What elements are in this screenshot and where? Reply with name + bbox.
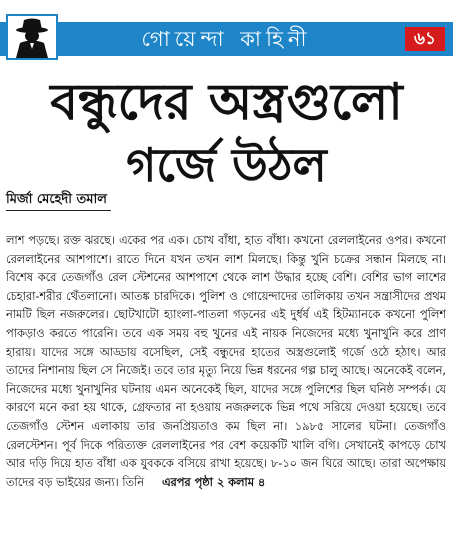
author-byline: মির্জা মেহেদী তমাল bbox=[6, 190, 111, 211]
article-body bbox=[6, 232, 446, 548]
detective-silhouette-icon bbox=[6, 14, 58, 60]
article-text: লাশ পড়ছে। রক্ত ঝরছে। একের পর এক। চোখ বাঁধা, হাত বাঁধা। কখনো রেললাইনের ওপর। কখনো রেললাইনের আশপাশে। রাতে দিনে যখন তখন লাশ মিলছে। কিন্তু খুনি চক্রের সন্ধান মিলছে না। বিশেষ করে তেজগাঁও রেল স্টেশনের আশপাশে থেকে লাশ উদ্ধার হচ্ছে বেশি। বেশির ভাগ লাশের চেহারা-শরীর থেঁতলানো। আতঙ্ক চারদিকে। পুলিশ ও গোয়েন্দাদের তালিকায় তখন সন্ত্রাসীদের প্রথম নামটি ছিল নজরুলের। ছোটখাটো হ্যাংলা-পাতলা গড়নের এই দুর্ধর্ষ এই হিটম্যানকে কখনো পুলিশ পাকড়াও করতে পারেনি। তবে এক সময় বহু খুনের এই নায়ক নিজেদের মধ্যে খুনাখুনি করে প্রাণ হারায়। যাদের সঙ্গে আড্ডায় বসেছিল, সেই বন্ধুদের হাতের অস্ত্রগুলোই গর্জে ওঠে হঠাৎ। আর তাদের নিশানায় ছিল সে নিজেই। তবে তার মৃত্যু নিয়ে ভিন্ন ধরনের গল্প চালু আছে। অনেকেই বলেন, নিজেদের মধ্যে খুনাখুনির ঘটনায় এমন অনেকেই ছিল, যাদের সঙ্গে পুলিশের ছিল ঘনিষ্ঠ সম্পর্ক। যে কারণে মনে করা হয় থাকে, গ্রেফতার না হওয়ায় নজরুলকে ভিন্ন পথে সরিয়ে দেওয়া হয়েছে। তবে তেজগাঁও স্টেশন এলাকায় তার জনপ্রিয়তাও কম ছিল না। ১৯৮৫ সালের ঘটনা। তেজগাঁও রেলস্টেশন। পূর্ব দিকে পরিত্যক্ত রেললাইনের পর বেশ কয়েকটি খালি বগি। সেখানেই কাপড়ে চোখ আর দড়ি দিয়ে হাত বাঁধা এক যুবককে বসিয়ে রাখা হয়েছে। ৮-১০ জন ঘিরে আছে। তারা অপেক্ষায় তাদের বড় ভাইয়ের জন্য। তিনি bbox=[6, 234, 446, 489]
headline-line-2: গর্জে উঠল bbox=[126, 138, 327, 192]
page-number-badge: ৬১ bbox=[405, 27, 445, 51]
headline-line-1: বন্ধুদের অস্ত্রগুলো bbox=[50, 72, 403, 131]
detective-silhouette-graphic bbox=[8, 16, 56, 58]
continued-note: এরপর পৃষ্ঠা ২ কলাম ৪ bbox=[161, 475, 266, 489]
series-title: গোয়েন্দা কাহিনী bbox=[141, 27, 312, 51]
series-banner bbox=[0, 22, 453, 56]
